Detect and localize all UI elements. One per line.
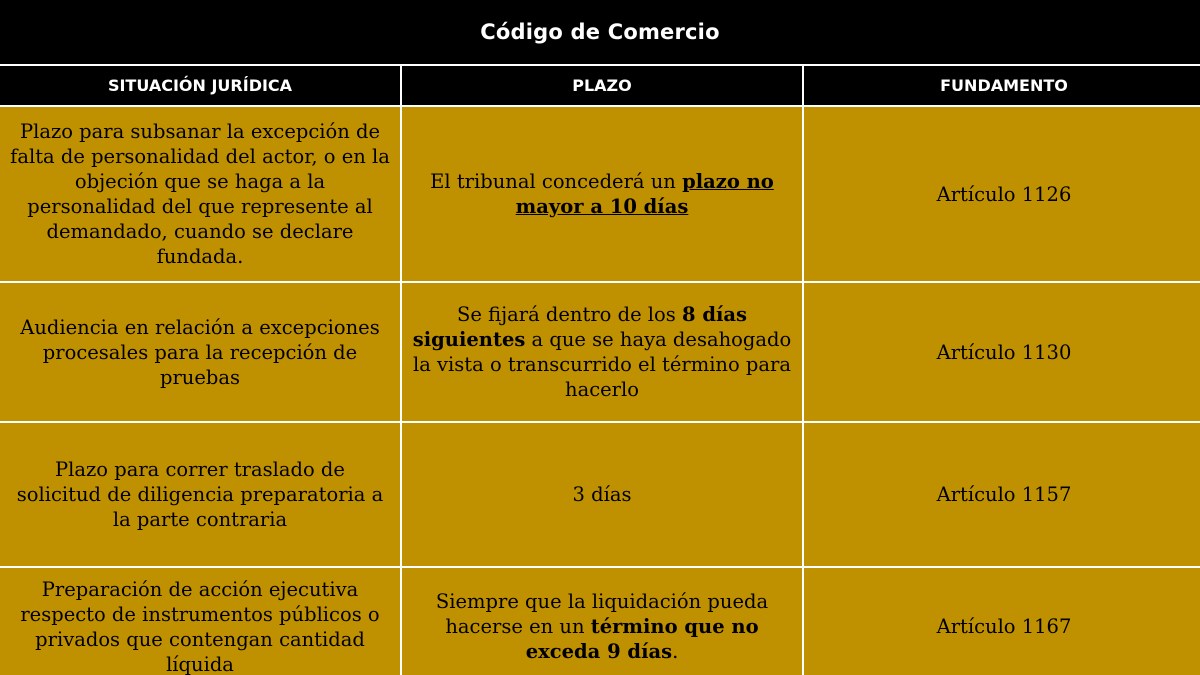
column-header-fundamento: FUNDAMENTO xyxy=(804,66,1200,105)
plazo-text-rest: a que se haya desahogado la vista o transcurrido el término para hacerlo xyxy=(412,328,792,401)
fundamento-text: Artículo 1126 xyxy=(936,182,1072,206)
fundamento-text: Artículo 1167 xyxy=(936,615,1072,638)
situacion-text: Audiencia en relación a excepciones procesales para la recepción de pruebas xyxy=(20,315,380,389)
situacion-cell xyxy=(0,283,400,421)
plazo-text: 3 días xyxy=(572,483,632,506)
fundamento-cell xyxy=(804,107,1200,281)
plazo-text-emphasis: término que no exceda 9 días xyxy=(525,615,759,663)
page-title: Código de Comercio xyxy=(480,20,720,44)
plazo-cell xyxy=(402,423,802,566)
situacion-cell xyxy=(0,107,400,281)
plazo-text-end: . xyxy=(672,640,679,663)
plazo-cell xyxy=(402,283,802,421)
fundamento-text: Artículo 1130 xyxy=(936,340,1072,364)
plazo-text-pre: El tribunal concederá un xyxy=(430,170,683,193)
situacion-cell xyxy=(0,423,400,566)
plazo-cell xyxy=(402,107,802,281)
fundamento-text: Artículo 1157 xyxy=(936,483,1072,506)
plazo-cell xyxy=(402,568,802,675)
column-header-situacion: SITUACIÓN JURÍDICA xyxy=(0,66,400,105)
fundamento-cell xyxy=(804,283,1200,421)
plazo-text xyxy=(412,169,792,219)
situacion-text: Plazo para subsanar la excepción de falta de personalidad del actor, o en la objeción que se haga a la personalidad del que represente al demandado, cuando se declare fundada. xyxy=(10,120,390,268)
column-header-plazo: PLAZO xyxy=(402,66,802,105)
plazo-text-pre: Se fijará dentro de los xyxy=(456,303,682,326)
plazo-text-emphasis: 8 días siguientes xyxy=(412,303,748,351)
plazo-text xyxy=(412,302,792,402)
plazo-text-pre: Siempre que la liquidación pueda hacerse en un xyxy=(435,590,769,638)
situacion-text: Plazo para correr traslado de solicitud de diligencia preparatoria a la parte contraria xyxy=(16,458,384,531)
plazo-text xyxy=(412,589,792,664)
fundamento-cell xyxy=(804,568,1200,675)
situacion-text: Preparación de acción ejecutiva respecto de instrumentos públicos o privados que contengan cantidad líquida xyxy=(20,577,380,675)
plazo-text-emphasis: plazo no mayor a 10 días xyxy=(515,170,774,218)
fundamento-cell xyxy=(804,423,1200,566)
legal-terms-table xyxy=(0,64,1200,675)
situacion-cell xyxy=(0,568,400,675)
